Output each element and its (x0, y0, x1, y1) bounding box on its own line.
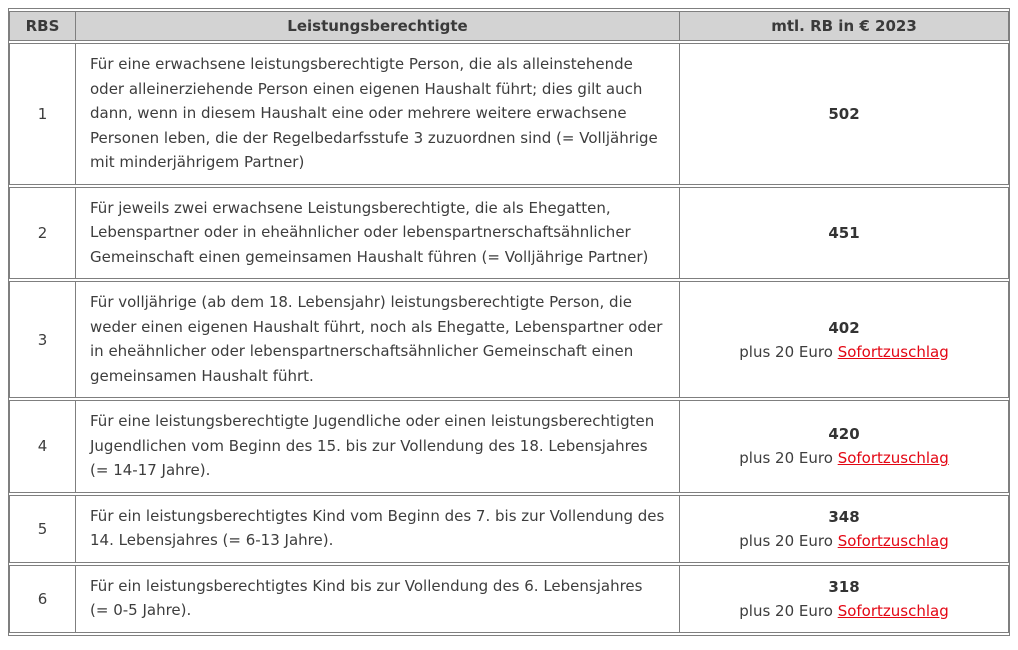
supplement-line (690, 340, 998, 364)
amount-cell (679, 281, 1009, 398)
supplement-text: plus 20 Euro (739, 531, 833, 550)
amount-value: 348 (828, 507, 860, 526)
header-beneficiaries: Leistungsberechtigte (75, 11, 679, 41)
table-row (9, 400, 1009, 493)
supplement-line (690, 529, 998, 553)
rbs-number-cell: 6 (9, 565, 75, 633)
sofortzuschlag-link[interactable]: Sofortzuschlag (837, 449, 949, 468)
supplement-text: plus 20 Euro (739, 342, 833, 361)
table-row (9, 281, 1009, 398)
description-cell: Für jeweils zwei erwachsene Leistungsberechtigte, die als Ehegatten, Lebenspartner oder in eheähnlicher oder lebenspartnerschaftsähnlicher Gemeinschaft einen gemeinsamen Haushalt führen (= Volljährige Partner) (75, 187, 679, 280)
sofortzuschlag-link[interactable]: Sofortzuschlag (837, 601, 949, 620)
amount-cell (679, 187, 1009, 280)
amount-value: 502 (828, 104, 860, 123)
amount-value: 451 (828, 223, 860, 242)
rbs-number-cell: 5 (9, 495, 75, 563)
amount-cell (679, 565, 1009, 633)
description-cell: Für volljährige (ab dem 18. Lebensjahr) leistungsberechtigte Person, die weder einen eigenen Haushalt führt, noch als Ehegatte, Lebenspartner oder in eheähnlicher oder lebenspartnerschaftsähnlicher Gemeinschaft einen gemeinsamen Haushalt führt. (75, 281, 679, 398)
amount-value: 402 (828, 318, 860, 337)
table-row (9, 565, 1009, 633)
supplement-text: plus 20 Euro (739, 601, 833, 620)
amount-cell (679, 495, 1009, 563)
header-rbs: RBS (9, 11, 75, 41)
description-cell: Für eine erwachsene leistungsberechtigte Person, die als alleinstehende oder alleinerziehende Person einen eigenen Haushalt führt; dies gilt auch dann, wenn in diesem Haushalt eine oder mehrere weitere erwachsene Personen leben, die der Regelbedarfsstufe 3 zuzuordnen sind (= Volljährige mit minderjährigem Partner) (75, 43, 679, 185)
table-body (9, 43, 1009, 633)
regelbedarfsstufen-table (8, 8, 1010, 636)
sofortzuschlag-link[interactable]: Sofortzuschlag (837, 342, 949, 361)
amount-cell (679, 43, 1009, 185)
supplement-line (690, 446, 998, 470)
amount-value: 420 (828, 425, 860, 444)
amount-value: 318 (828, 577, 860, 596)
description-cell: Für ein leistungsberechtigtes Kind vom Beginn des 7. bis zur Vollendung des 14. Lebensjahres (= 6-13 Jahre). (75, 495, 679, 563)
header-amount: mtl. RB in € 2023 (679, 11, 1009, 41)
rbs-number-cell: 2 (9, 187, 75, 280)
table-row (9, 187, 1009, 280)
table-row (9, 43, 1009, 185)
rbs-number-cell: 3 (9, 281, 75, 398)
supplement-text: plus 20 Euro (739, 449, 833, 468)
amount-cell (679, 400, 1009, 493)
sofortzuschlag-link[interactable]: Sofortzuschlag (837, 531, 949, 550)
supplement-line (690, 599, 998, 623)
description-cell: Für ein leistungsberechtigtes Kind bis zur Vollendung des 6. Lebensjahres (= 0-5 Jahre). (75, 565, 679, 633)
table-row (9, 495, 1009, 563)
rbs-number-cell: 1 (9, 43, 75, 185)
rbs-number-cell: 4 (9, 400, 75, 493)
description-cell: Für eine leistungsberechtigte Jugendliche oder einen leistungsberechtigten Jugendlichen vom Beginn des 15. bis zur Vollendung des 18. Lebensjahres (= 14-17 Jahre). (75, 400, 679, 493)
header-row (9, 11, 1009, 41)
